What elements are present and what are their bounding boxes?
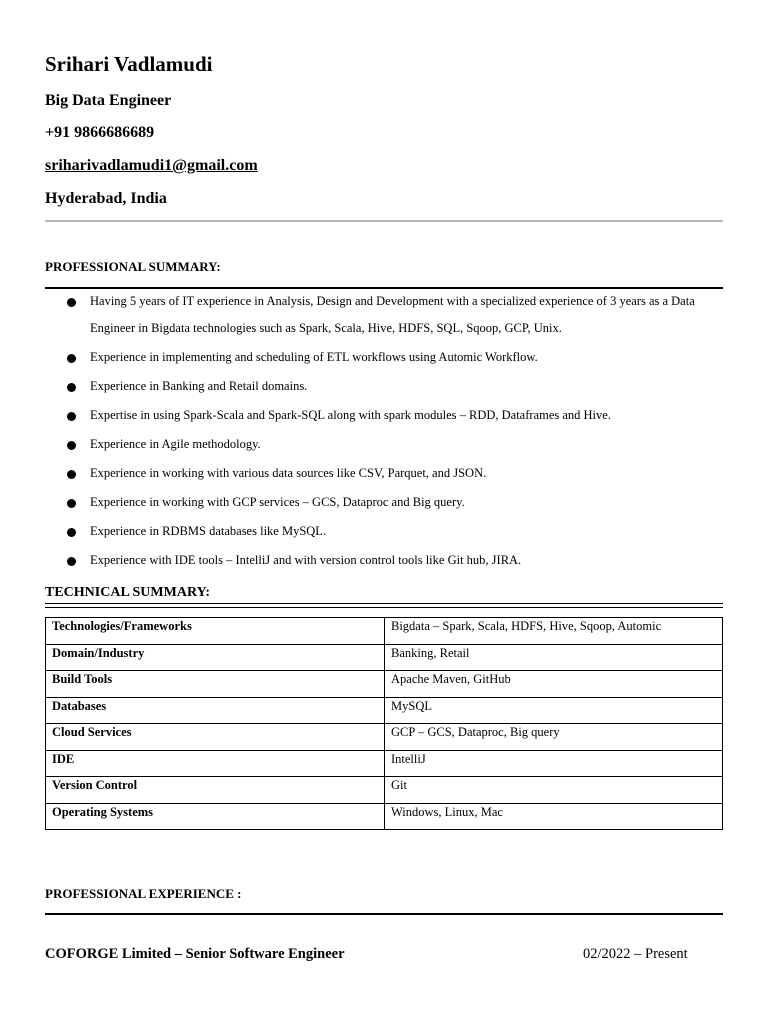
table-cell-value: Banking, Retail [385, 644, 723, 671]
table-cell-value: GCP – GCS, Dataproc, Big query [385, 724, 723, 751]
table-row [46, 750, 723, 777]
bullet-icon [67, 441, 76, 450]
bullet-icon [67, 383, 76, 392]
list-item: Having 5 years of IT experience in Analysis, Design and Development with a specialized experience of 3 years as a Data Engineer in Bigdata technologies such as Spark, Scala, Hive, HDFS, SQL, Sqoop, GCP, Unix. [45, 288, 725, 342]
table-row [46, 618, 723, 645]
bullet-icon [67, 412, 76, 421]
bullet-icon [67, 354, 76, 363]
table-cell-value: Windows, Linux, Mac [385, 803, 723, 830]
bullet-icon [67, 298, 76, 307]
summary-list [45, 288, 725, 576]
table-cell-key: Domain/Industry [46, 644, 385, 671]
table-cell-key: Operating Systems [46, 803, 385, 830]
table-cell-key: Cloud Services [46, 724, 385, 751]
table-cell-key: Technologies/Frameworks [46, 618, 385, 645]
table-row [46, 644, 723, 671]
table-cell-value: Apache Maven, GitHub [385, 671, 723, 698]
table-cell-key: Build Tools [46, 671, 385, 698]
table-cell-value: IntelliJ [385, 750, 723, 777]
employment-dates: 02/2022 – Present [583, 946, 688, 962]
table-row [46, 803, 723, 830]
bullet-icon [67, 499, 76, 508]
table-cell-value: MySQL [385, 697, 723, 724]
list-item: Expertise in using Spark-Scala and Spark-SQL along with spark modules – RDD, Dataframes and Hive. [45, 402, 725, 429]
section-divider [45, 913, 723, 915]
section-divider [45, 603, 723, 608]
table-cell-key: Databases [46, 697, 385, 724]
table-row [46, 697, 723, 724]
technical-summary-table [45, 617, 723, 830]
location: Hyderabad, India [45, 190, 167, 207]
bullet-icon [67, 470, 76, 479]
company-role: COFORGE Limited – Senior Software Engineer [45, 946, 345, 962]
phone-number: +91 9866686689 [45, 124, 155, 141]
list-item: Experience in RDBMS databases like MySQL. [45, 518, 725, 545]
job-title: Big Data Engineer [45, 92, 172, 109]
list-item: Experience in Banking and Retail domains. [45, 373, 725, 400]
technical-summary-heading: TECHNICAL SUMMARY: [45, 585, 211, 600]
table-row [46, 671, 723, 698]
header-divider [45, 220, 723, 222]
table-cell-value: Git [385, 777, 723, 804]
email-link[interactable]: sriharivadlamudi1@gmail.com [45, 157, 258, 174]
table-row [46, 777, 723, 804]
bullet-icon [67, 528, 76, 537]
table-cell-key: IDE [46, 750, 385, 777]
list-item: Experience in implementing and scheduling of ETL workflows using Automic Workflow. [45, 344, 725, 371]
candidate-name: Srihari Vadlamudi [45, 52, 213, 76]
professional-summary-heading: PROFESSIONAL SUMMARY: [45, 259, 221, 274]
list-item: Experience in working with GCP services – GCS, Dataproc and Big query. [45, 489, 725, 516]
list-item: Experience in Agile methodology. [45, 431, 725, 458]
list-item: Experience with IDE tools – IntelliJ and with version control tools like Git hub, JIRA. [45, 547, 725, 574]
list-item: Experience in working with various data sources like CSV, Parquet, and JSON. [45, 460, 725, 487]
table-cell-value: Bigdata – Spark, Scala, HDFS, Hive, Sqoop, Automic [385, 618, 723, 645]
table-row [46, 724, 723, 751]
professional-experience-heading: PROFESSIONAL EXPERIENCE : [45, 886, 242, 901]
bullet-icon [67, 557, 76, 566]
table-cell-key: Version Control [46, 777, 385, 804]
